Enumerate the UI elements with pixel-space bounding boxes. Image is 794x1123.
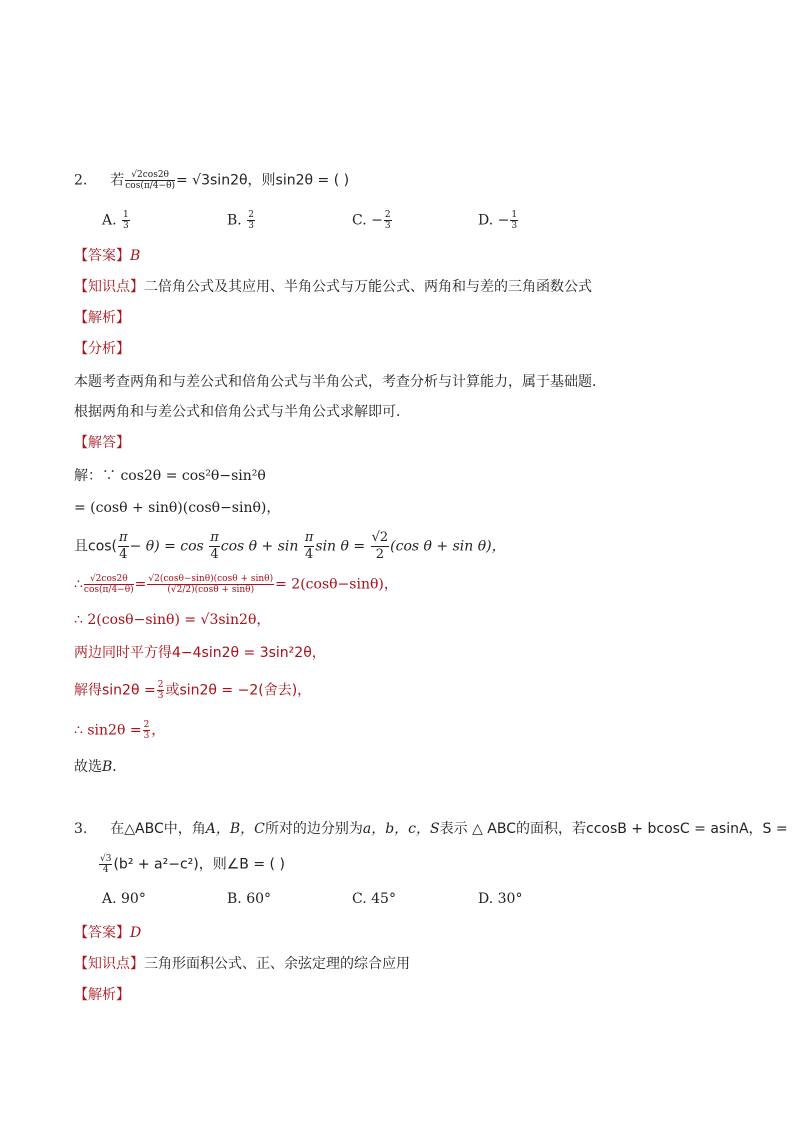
knowledge-text: 二倍角公式及其应用、半角公式与万能公式、两角和与差的三角函数公式 <box>144 279 592 295</box>
q3-analysis-tag: 【解析】 <box>74 987 130 1003</box>
q2-number: 2. <box>74 172 88 189</box>
q2-answer <box>74 246 140 266</box>
q2-fenxi-tag: 【分析】 <box>74 341 130 357</box>
q2-stem-rest: = √3sin2θ，则sin2θ = ( ) <box>176 172 350 189</box>
q3-stem-line2: $\frac{√3}{4}$ (b² + a²−c²)，则∠B = ( ) <box>100 854 285 875</box>
q3-option-a: A. 90° <box>102 891 146 907</box>
knowledge-tag: 【知识点】 <box>74 279 144 295</box>
q3-number: 3. <box>74 821 88 837</box>
q2-fenxi-line2: 根据两角和与差公式和倍角公式与半角公式求解即可． <box>74 404 410 420</box>
q2-fenxi-line1: 本题考查两角和与差公式和倍角公式与半角公式，考查分析与计算能力，属于基础题． <box>74 374 606 390</box>
q3-answer: 【答案】D <box>74 925 142 941</box>
q2-solution-line2: = (cosθ + sinθ)(cosθ−sinθ)， <box>74 500 281 516</box>
q2-option-c: C. − $\frac{2}{3}$ <box>352 210 391 231</box>
q2-knowledge <box>74 277 592 297</box>
q3-knowledge: 【知识点】三角形面积公式、正、余弦定理的综合应用 <box>74 956 410 972</box>
q2-jieda-tag: 【解答】 <box>74 435 130 451</box>
q3-option-c: C. 45° <box>352 891 396 907</box>
q2-solution-line7: 解得sin2θ = $\frac{2}{3}$ 或sin2θ = −2(舍去)， <box>74 680 312 701</box>
q2-option-d: D. − $\frac{1}{3}$ <box>478 210 518 231</box>
q2-solution-line4: ∴ $\frac{√2\cos 2\theta}{\cos(\pi/4-\theta)}$ = $\frac{√2(\cos\theta-\sin\theta)(\cos\theta + \sin\theta)}{(√2/2)(\cos\theta + \sin\theta)}$ = 2(cosθ−sinθ)， <box>74 574 398 595</box>
answer-value: B <box>130 248 141 264</box>
q2-stem-fraction: $\frac{√2\cos 2\theta}{\cos(\pi/4-\theta)}$ <box>125 170 175 191</box>
answer-tag: 【答案】 <box>74 248 130 264</box>
q2-solution-line5: ∴ 2(cosθ−sinθ) = √3sin2θ， <box>74 612 271 628</box>
q2-option-a: A. $\frac{1}{3}$ <box>102 210 129 231</box>
q3-stem-line1: 3. 在△ABC中，角A，B，C所对的边分别为a，b，c，S表示 △ ABC的面积，若ccosB + bcosC = asinA，S = <box>74 821 788 837</box>
q3-option-b: B. 60° <box>227 891 272 907</box>
q2-analysis-tag: 【解析】 <box>74 310 130 326</box>
q3-option-d: D. 30° <box>478 891 523 907</box>
q2-solution-line1: 解：∵ cos2θ = cos²θ−sin²θ <box>74 468 266 484</box>
q2-solution-line9: 故选B． <box>74 759 127 775</box>
q2-solution-line3: 且cos( $\frac{\pi}{4}$ − θ) = cos $\frac{\pi}{4}$ cos θ + sin $\frac{\pi}{4}$ sin θ = $\frac{√2}{2}$ (cos θ + sin θ)， <box>74 530 506 562</box>
q2-option-b: B. $\frac{2}{3}$ <box>227 210 254 231</box>
q2-stem <box>74 170 349 191</box>
q2-solution-line6: 两边同时平方得4−4sin2θ = 3sin²2θ， <box>74 645 326 661</box>
q2-solution-line8: ∴ sin2θ = $\frac{2}{3}$ ， <box>74 720 166 741</box>
q2-stem-prefix: 若 <box>110 172 125 189</box>
